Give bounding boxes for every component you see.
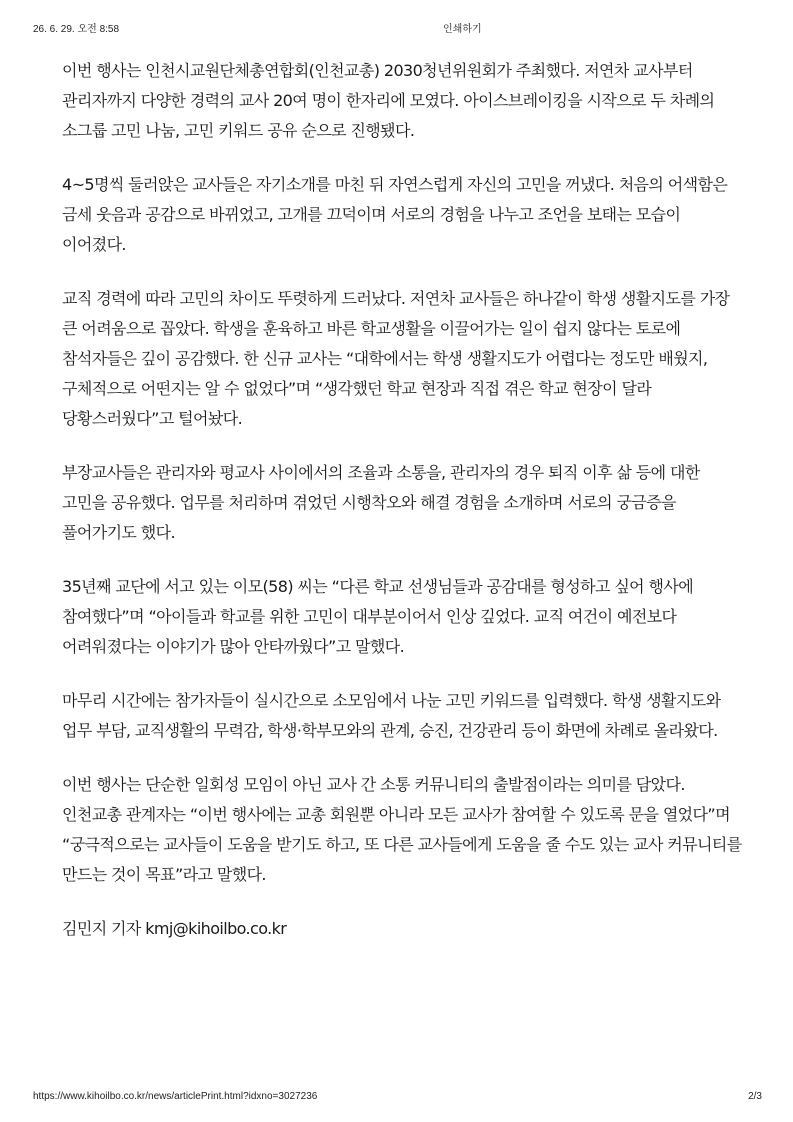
article-paragraph: 이번 행사는 단순한 일회성 모임이 아닌 교사 간 소통 커뮤니티의 출발점이라는 의미를 담았다. 인천교총 관계자는 “이번 행사에는 교총 회원뿐 아니라 모든 교사가 참여할 수 있도록 문을 열었다”며 “궁극적으로는 교사들이 도움을 받기도 하고, 또 다른 교사들에게 도움을 줄 수도 있는 교사 커뮤니티를 만드는 것이 목표”라고 말했다. bbox=[62, 775, 742, 884]
print-footer bbox=[33, 1091, 762, 1105]
article-paragraph: 이번 행사는 인천시교원단체총연합회(인천교총) 2030청년위원회가 주최했다. 저연차 교사부터 관리자까지 다양한 경력의 교사 20여 명이 한자리에 모였다. 아이스브레이킹을 시작으로 두 차례의 소그룹 고민 나눔, 고민 키워드 공유 순으로 진행됐다. bbox=[62, 61, 715, 140]
article-paragraph: 35년째 교단에 서고 있는 이모(58) 씨는 “다른 학교 선생님들과 공감대를 형성하고 싶어 행사에 참여했다”며 “아이들과 학교를 위한 고민이 대부분이어서 인상 깊었다. 교직 여건이 예전보다 어려워졌다는 이야기가 많아 안타까웠다”고 말했다. bbox=[62, 577, 694, 656]
page-number: 2/3 bbox=[748, 1091, 762, 1102]
article-byline: 김민지 기자 kmj@kihoilbo.co.kr bbox=[62, 919, 287, 938]
print-page-title: 인쇄하기 bbox=[443, 24, 482, 35]
print-datetime: 26. 6. 29. 오전 8:58 bbox=[33, 24, 120, 35]
print-header bbox=[33, 20, 762, 36]
article-body bbox=[62, 56, 742, 968]
article-paragraph: 교직 경력에 따라 고민의 차이도 뚜렷하게 드러났다. 저연차 교사들은 하나같이 학생 생활지도를 가장 큰 어려움으로 꼽았다. 학생을 훈육하고 바른 학교생활을 이끌어가는 일이 쉽지 않다는 토로에 참석자들은 깊이 공감했다. 한 신규 교사는 “대학에서는 학생 생활지도가 어렵다는 정도만 배웠지, 구체적으로 어떤지는 알 수 없었다”며 “생각했던 학교 현장과 직접 겪은 학교 현장이 달라 당황스러웠다”고 털어놨다. bbox=[62, 289, 730, 428]
article-paragraph: 4~5명씩 둘러앉은 교사들은 자기소개를 마친 뒤 자연스럽게 자신의 고민을 꺼냈다. 처음의 어색함은 금세 웃음과 공감으로 바뀌었고, 고개를 끄덕이며 서로의 경험을 나누고 조언을 보태는 모습이 이어졌다. bbox=[62, 175, 728, 254]
article-paragraph: 부장교사들은 관리자와 평교사 사이에서의 조율과 소통을, 관리자의 경우 퇴직 이후 삶 등에 대한 고민을 공유했다. 업무를 처리하며 겪었던 시행착오와 해결 경험을 소개하며 서로의 궁금증을 풀어가기도 했다. bbox=[62, 463, 700, 542]
print-url: https://www.kihoilbo.co.kr/news/articlePrint.html?idxno=3027236 bbox=[33, 1091, 318, 1102]
article-paragraph: 마무리 시간에는 참가자들이 실시간으로 소모임에서 나눈 고민 키워드를 입력했다. 학생 생활지도와 업무 부담, 교직생활의 무력감, 학생·학부모와의 관계, 승진, 건강관리 등이 화면에 차례로 올라왔다. bbox=[62, 691, 721, 740]
